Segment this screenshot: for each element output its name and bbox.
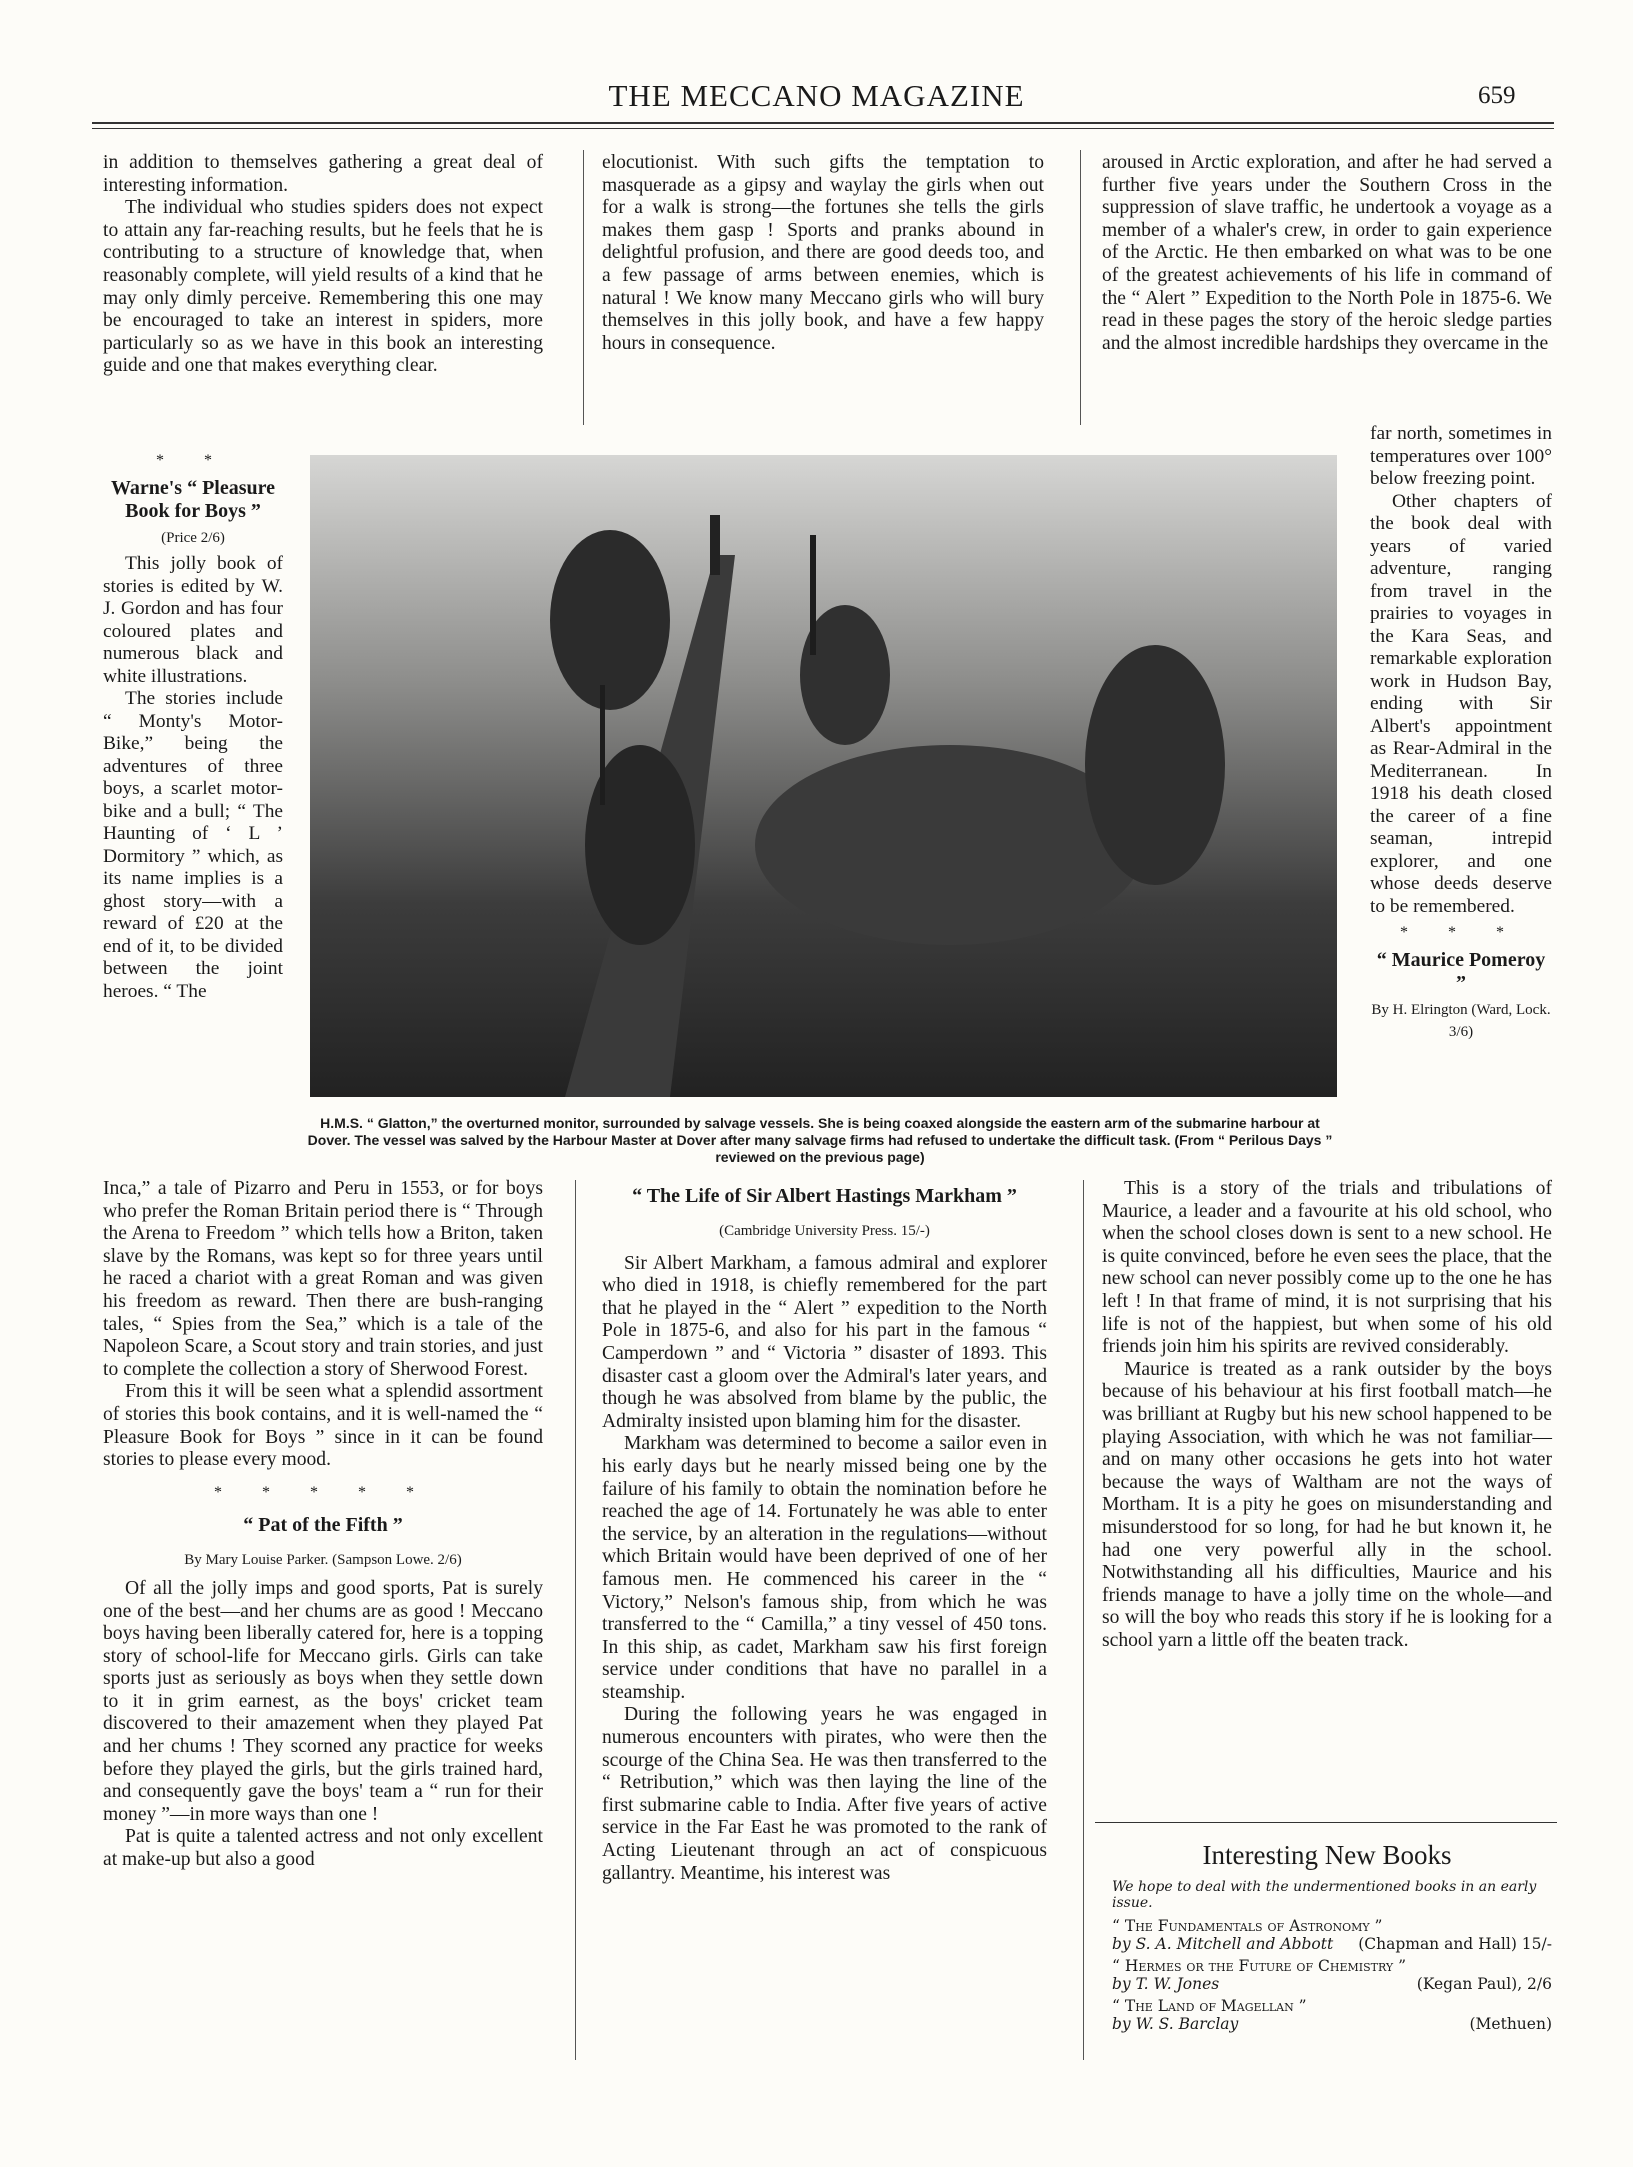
book-author: by S. A. Mitchell and Abbott (1112, 1935, 1334, 1953)
book-author: by W. S. Barclay (1112, 2015, 1239, 2033)
paragraph: The stories include “ Monty's Motor-Bike,” being the adventures of three boys, a scarlet motor-bike and a bull; “ The Haunting of ‘ L ’ Dormitory ” which, as its name implies is a ghost story—with a reward of £20 at the end of it, to be divided between the joint heroes. “ The (103, 688, 283, 1002)
column-3-narrow (1370, 423, 1552, 1048)
paragraph: Maurice is treated as a rank outsider by the boys because of his behaviour at his first football match—he was brilliant at Rugby but his new school happened to be playing Association, with which he was not familiar—and on many other occasions he gets into hot water because the ways of Waltham are not the ways of Mortham. It is a pity he goes on misunderstanding and misunderstood for so long, for had he but known it, he had one very powerful ally in the school. Notwithstanding all his difficulties, Maurice and his friends manage to have a jolly time on the whole—and so will the boy who reads this story if he is looking for a school yarn a little off the beaten track. (1102, 1358, 1552, 1651)
review-heading: Warne's “ Pleasure Book for Boys ” (110, 476, 276, 522)
page-number: 659 (1478, 82, 1516, 109)
column-divider (575, 1180, 576, 2060)
magazine-title: THE MECCANO MAGAZINE (608, 78, 1025, 113)
photo-illustration (310, 455, 1337, 1097)
list-item (1112, 1917, 1552, 1953)
markham-review (602, 1185, 1047, 1885)
paragraph: From this it will be seen what a splendid assortment of stories this book contains, and it is well-named the “ Pleasure Book for Boys ” since in it can be found stories to please every mood. (103, 1381, 543, 1471)
paragraph: Inca,” a tale of Pizarro and Peru in 1553, or for boys who prefer the Roman Britain period there is “ Through the Arena to Freedom ” which tells how a Briton, taken slave by the Romans, was kept so for three years until he raced a chariot with a great Roman and was given his freedom as reward. Then there are bush-ranging tales, “ Spies from the Sea,” which is a tale of the Napoleon Scare, a Scout story and train stories, and just to complete the collection a story of Sherwood Forest. (103, 1178, 543, 1380)
salvage-photo (310, 455, 1337, 1097)
maurice-review (1102, 1178, 1552, 1652)
paragraph: Pat is quite a talented actress and not only excellent at make-up but also a good (103, 1826, 543, 1871)
byline: By H. Elrington (Ward, Lock. 3/6) (1371, 1001, 1551, 1040)
photo-caption: H.M.S. “ Glatton,” the overturned monitor, surrounded by salvage vessels. She is being coaxed alongside the eastern arm of the submarine harbour at Dover. The vessel was salved by the Harbour Master at Dover after many salvage firms had refused to undertake the difficult task. (From “ Perilous Days ” reviewed on the previous page) (307, 1115, 1333, 1165)
review-heading: “ The Life of Sir Albert Hastings Markham ” (632, 1185, 1017, 1207)
section-stars: * * (156, 452, 230, 469)
column-1-top (103, 152, 543, 378)
paragraph: in addition to themselves gathering a great deal of interesting information. (103, 152, 543, 196)
paragraph: This jolly book of stories is edited by W. J. Gordon and has four coloured plates and numerous black and white illustrations. (103, 553, 283, 687)
book-publisher: (Methuen) (1469, 2015, 1552, 2033)
paragraph: far north, sometimes in temperatures over 100° below freezing point. (1370, 423, 1552, 489)
paragraph: elocutionist. With such gifts the temptation to masquerade as a gipsy and waylay the girls when out for a walk is strong—the fortunes she tells the girls makes them gasp ! Sports and pranks abound in delightful profusion, and there are good deeds too, and a few passage of arms between enemies, which is natural ! We know many Meccano girls who will bury themselves in this jolly book, and have a few happy hours in consequence. (602, 152, 1044, 354)
book-title: “ The Land of Magellan ” (1112, 1997, 1307, 2015)
book-publisher: (Chapman and Hall) 15/- (1358, 1935, 1552, 1953)
review-heading: “ Maurice Pomeroy ” (1376, 948, 1546, 994)
header-rule (92, 122, 1554, 124)
paragraph: aroused in Arctic exploration, and after he had served a further five years under the Southern Cross in the suppression of slave traffic, he undertook a voyage as a member of a whaler's crew, in order to gain experience of the Arctic. He then embarked on what was to be one of the greatest achievements of his life in command of the “ Alert ” Expedition to the North Pole in 1875-6. We read in these pages the story of the heroic sledge parties and the almost incredible hardships they overcame in the (1102, 152, 1552, 354)
new-books-note: We hope to deal with the undermentioned books in an early issue. (1112, 1879, 1537, 1911)
paragraph: The individual who studies spiders does not expect to attain any far-reaching results, but he feels that he is contributing to a structure of knowledge that, when reasonably complete, will yield results of a kind that he may only dimly perceive. Remembering this one may be encouraged to take an interest in spiders, more particularly so as we have in this book an interesting guide and one that makes everything clear. (103, 197, 543, 377)
column-divider (1083, 1180, 1084, 2060)
paragraph: This is a story of the trials and tribulations of Maurice, a leader and a favourite at his old school, who when the school closes down is sent to a new school. He is quite convinced, before he even sees the place, that the new school can never possibly come up to the one he has left ! In that frame of mind, it is not surprising that his life is not of the happiest, but when some of his old friends join him his spirits are revived considerably. (1102, 1178, 1552, 1358)
list-item (1112, 1957, 1552, 1993)
publisher: (Cambridge University Press. 15/-) (719, 1223, 930, 1239)
column-3-top (1102, 152, 1552, 355)
review-heading: “ Pat of the Fifth ” (243, 1514, 403, 1537)
section-stars: * * * (1400, 924, 1522, 941)
column-divider (1080, 150, 1081, 425)
book-author: by T. W. Jones (1112, 1975, 1220, 1993)
box-rule (1095, 1822, 1557, 1823)
list-item (1112, 1997, 1552, 2033)
price: (Price 2/6) (161, 529, 225, 546)
paragraph: Markham was determined to become a sailor even in his early days but he nearly missed being one by the failure of his family to obtain the nomination before he reached the age of 14. Fortunately he was able to enter the service, by an alteration in the regulations—without which Britain would have been deprived of one of her famous men. He commenced his career in the “ Victory,” Nelson's famous ship, from which he was transferred to the “ Camilla,” a tiny vessel of 450 tons. In this ship, as cadet, Markham saw his first foreign service under conditions that have no parallel in a steamship. (602, 1433, 1047, 1703)
section-stars: * * * * * (214, 1483, 432, 1501)
warne-review (103, 446, 283, 1003)
column-divider (583, 150, 584, 425)
header-rule-thin (92, 128, 1554, 129)
book-publisher: (Kegan Paul), 2/6 (1416, 1975, 1552, 1993)
book-title: “ The Fundamentals of Astronomy ” (1112, 1917, 1383, 1935)
new-books-box (1102, 1840, 1552, 2033)
paragraph: Sir Albert Markham, a famous admiral and explorer who died in 1918, is chiefly remembered for the part that he played in the “ Alert ” expedition to the North Pole in 1875-6, and also for his part in the famous “ Camperdown ” and “ Victoria ” disaster of 1893. This disaster cast a gloom over the Admiral's later years, and though he was absolved from blame by the public, the Admiralty insisted upon blaming him for the disaster. (602, 1252, 1047, 1432)
book-list (1112, 1917, 1552, 2033)
column-1-bottom (103, 1178, 543, 1872)
paragraph: Of all the jolly imps and good sports, Pat is surely one of the best—and her chums are as good ! Meccano boys having been liberally catered for, here is a topping story of school-life for Meccano girls. Girls can take sports just as seriously as boys when they settle down to it in grim earnest, as the boys' cricket team discovered to their amazement when they played Pat and her chums ! They scorned any practice for weeks before they played the girls, but the girls trained hard, and consequently gave the boys' team a “ run for their money ”—in more ways than one ! (103, 1577, 543, 1825)
column-2-top (602, 152, 1044, 355)
new-books-title: Interesting New Books (1202, 1840, 1452, 1870)
book-title: “ Hermes or the Future of Chemistry ” (1112, 1957, 1407, 1975)
paragraph: During the following years he was engaged in numerous encounters with pirates, who were then the scourge of the China Sea. He was then transferred to the “ Retribution,” which was then laying the line of the first submarine cable to India. After five years of active service in the Far East he was promoted to the rank of Acting Lieutenant through an act of conspicuous gallantry. Meantime, his interest was (602, 1704, 1047, 1884)
paragraph: Other chapters of the book deal with years of varied adventure, ranging from travel in the prairies to voyages in the Kara Seas, and remarkable exploration work in Hudson Bay, ending with Sir Albert's appointment as Rear-Admiral in the Mediterranean. In 1918 his death closed the career of a fine seaman, intrepid explorer, and one whose deeds deserve to be remembered. (1370, 490, 1552, 917)
byline: By Mary Louise Parker. (Sampson Lowe. 2/6) (184, 1552, 462, 1569)
